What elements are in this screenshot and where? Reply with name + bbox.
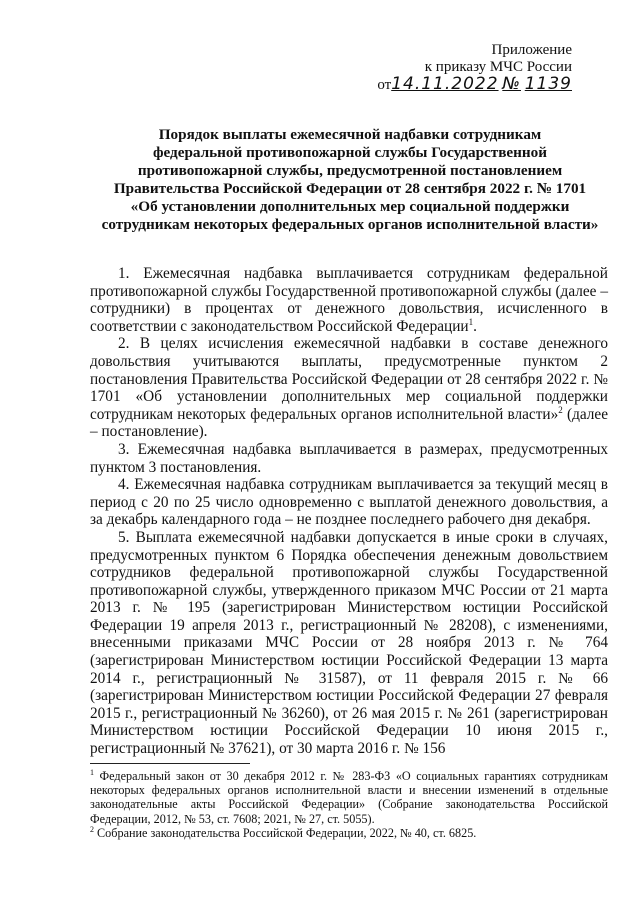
paragraph-4: 4. Ежемесячная надбавка сотрудникам выплачивается за текущий месяц в период с 20 по 25 число одновременно с выплатой денежного довольствия, а за декабрь календарного года – не позднее последнего рабочего дня декабря. [90,476,608,529]
paragraph-1-end: . [473,317,477,335]
order-number-sign: № [502,74,521,94]
paragraph-2-end: (далее – постановление). [90,405,608,441]
document-body [90,265,608,758]
annex-order-prefix: к приказу МЧС России [424,59,572,75]
paragraph-1 [90,265,608,335]
title-line: противопожарной службы, предусмотренной постановлением [137,162,563,179]
title-line: «Об установлении дополнительных мер социальной поддержки [130,198,570,215]
order-number: 1139 [524,74,572,94]
paragraph-1-text: 1. Ежемесячная надбавка выплачивается сотрудникам федеральной противопожарной службы Государственной противопожарной службы (далее – сотрудники) в процентах от денежного довольствия, исчисленного в соответствии с законодательством Российской Федерации [90,265,608,335]
order-date: 14.11.2022 [391,74,499,94]
footnote-2 [90,826,608,840]
paragraph-2-text: 2. В целях исчисления ежемесячной надбавки в составе денежного довольствия учитываются выплаты, предусмотренные пунктом 2 постановления Правительства Российской Федерации от 28 сентября 2022 г. № 1701 «Об установлении дополнительных мер социальной поддержки сотрудникам некоторых федеральных органов исполнительной власти» [90,335,608,423]
footnote-2-mark: 2 [90,824,94,834]
footnote-ref-2: 2 [558,404,563,415]
order-reference [377,76,572,94]
title-line: Правительства Российской Федерации от 28 сентября 2022 г. № 1701 [113,180,587,197]
footnote-1-mark: 1 [90,767,94,777]
footnote-1 [90,769,608,826]
order-date-prefix: от [377,77,392,93]
annex-block [377,42,572,94]
paragraph-3: 3. Ежемесячная надбавка выплачивается в размерах, предусмотренных пунктом 3 постановления. [90,440,608,476]
footnote-ref-1: 1 [468,316,474,327]
annex-title: Приложение [491,42,572,58]
footnotes [90,769,608,840]
paragraph-2 [90,335,608,441]
paragraph-5: 5. Выплата ежемесячной надбавки допускается в иные сроки в случаях, предусмотренных пунктом 6 Порядка обеспечения денежным довольствием сотрудников федеральной противопожарной службы Государственной противопожарной службы, утвержденного приказом МЧС России от 21 марта 2013 г. № 195 (зарегистрирован Министерством юстиции Российской Федерации 19 апреля 2013 г., регистрационный № 28208), с изменениями, внесенными приказами МЧС России от 28 ноября 2013 г. № 764 (зарегистрирован Министерством юстиции Российской Федерации 13 марта 2014 г., регистрационный № 31587), от 11 февраля 2015 г. № 66 (зарегистрирован Министерством юстиции Российской Федерации 27 февраля 2015 г., регистрационный № 36260), от 26 мая 2015 г. № 261 (зарегистрирован Министерством юстиции Российской Федерации 10 июня 2015 г., регистрационный № 37621), от 30 марта 2016 г. № 156 [90,528,608,758]
footnote-1-text: Федеральный закон от 30 декабря 2012 г. № 283-ФЗ «О социальных гарантиях сотрудникам некоторых федеральных органов исполнительной власти и внесении изменений в отдельные законодательные акты Российской Федерации» (Собрание законодательства Российской Федерации, 2012, № 53, ст. 7608; 2021, № 27, ст. 5055). [90,769,608,826]
title-line: сотрудникам некоторых федеральных органов исполнительной власти» [101,216,599,233]
footnote-divider [90,763,250,764]
document-title [95,126,605,234]
footnote-2-text: Собрание законодательства Российской Федерации, 2022, № 40, ст. 6825. [94,825,477,840]
title-line: федеральной противопожарной службы Государственной [152,144,548,161]
title-line: Порядок выплаты ежемесячной надбавки сотрудникам [158,126,542,143]
